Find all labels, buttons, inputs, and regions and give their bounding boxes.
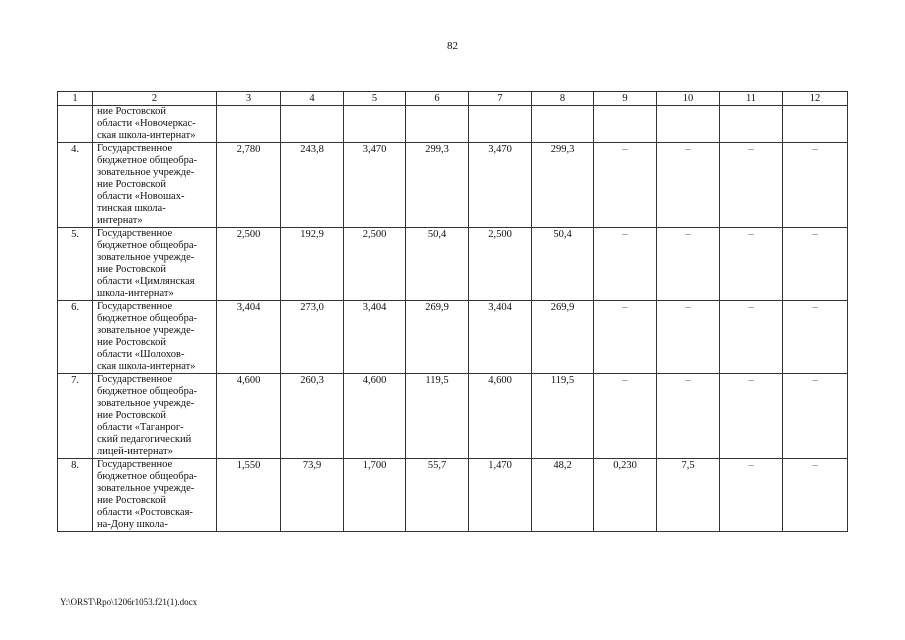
value-cell-col-5: 3,470: [344, 143, 406, 228]
institution-name-line: зовательное учрежде-: [97, 325, 195, 336]
institution-name-line: лицей-интернат»: [97, 446, 173, 457]
table-row: [58, 228, 848, 301]
institution-name: [93, 459, 217, 532]
value-cell-col-7: 2,500: [469, 228, 532, 301]
column-header-6: 6: [406, 92, 469, 106]
institution-name-line: ние Ростовской: [97, 410, 166, 421]
institution-name-line: ние Ростовской: [97, 179, 166, 190]
value-cell-col-12: [783, 106, 848, 143]
column-header-7: 7: [469, 92, 532, 106]
value-cell-col-11: –: [720, 228, 783, 301]
institution-name-line: школа-интернат»: [97, 288, 174, 299]
institution-name-line: бюджетное общеобра-: [97, 155, 197, 166]
value-cell-col-3: 1,550: [217, 459, 281, 532]
value-cell-col-4: 192,9: [281, 228, 344, 301]
institution-name-line: области «Таганрог-: [97, 422, 184, 433]
row-index: [58, 106, 93, 143]
institution-name-line: Государственное: [97, 459, 173, 470]
institution-name-line: области «Цимлянская: [97, 276, 195, 287]
institution-name-line: на-Дону школа-: [97, 519, 168, 530]
value-cell-col-7: 3,470: [469, 143, 532, 228]
institution-name: [93, 106, 217, 143]
value-cell-col-8: [532, 106, 594, 143]
value-cell-col-11: –: [720, 143, 783, 228]
value-cell-col-9: –: [594, 228, 657, 301]
value-cell-col-12: –: [783, 374, 848, 459]
value-cell-col-8: 269,9: [532, 301, 594, 374]
value-cell-col-11: –: [720, 374, 783, 459]
value-cell-col-11: [720, 106, 783, 143]
institution-name-line: ская школа-интернат»: [97, 361, 196, 372]
value-cell-col-8: 48,2: [532, 459, 594, 532]
value-cell-col-9: 0,230: [594, 459, 657, 532]
page-number: 82: [447, 40, 458, 52]
row-index: 6.: [58, 301, 93, 374]
value-cell-col-3: [217, 106, 281, 143]
institution-name-line: Государственное: [97, 301, 173, 312]
footer-file-path: Y:\ORST\Rpo\1206r1053.f21(1).docx: [60, 597, 198, 607]
value-cell-col-7: 4,600: [469, 374, 532, 459]
value-cell-col-4: 260,3: [281, 374, 344, 459]
table-row: [58, 459, 848, 532]
institution-name-line: зовательное учрежде-: [97, 398, 195, 409]
value-cell-col-3: 3,404: [217, 301, 281, 374]
value-cell-col-4: 273,0: [281, 301, 344, 374]
value-cell-col-5: [344, 106, 406, 143]
institution-name-line: ние Ростовской: [97, 337, 166, 348]
value-cell-col-6: 119,5: [406, 374, 469, 459]
value-cell-col-10: –: [657, 143, 720, 228]
value-cell-col-5: 3,404: [344, 301, 406, 374]
institution-name-line: Государственное: [97, 228, 173, 239]
column-header-4: 4: [281, 92, 344, 106]
value-cell-col-9: [594, 106, 657, 143]
value-cell-col-12: –: [783, 143, 848, 228]
value-cell-col-9: –: [594, 301, 657, 374]
column-header-1: 1: [58, 92, 93, 106]
row-index: 5.: [58, 228, 93, 301]
value-cell-col-8: 119,5: [532, 374, 594, 459]
column-header-8: 8: [532, 92, 594, 106]
value-cell-col-4: [281, 106, 344, 143]
institution-name: [93, 228, 217, 301]
institution-name-line: ние Ростовской: [97, 495, 166, 506]
value-cell-col-12: –: [783, 301, 848, 374]
table-row: [58, 374, 848, 459]
value-cell-col-7: [469, 106, 532, 143]
value-cell-col-4: 243,8: [281, 143, 344, 228]
institution-name-line: ская школа-интернат»: [97, 130, 196, 141]
value-cell-col-10: [657, 106, 720, 143]
institution-name-line: области «Новошах-: [97, 191, 185, 202]
value-cell-col-12: –: [783, 459, 848, 532]
table-row-continuation: [58, 106, 848, 143]
value-cell-col-9: –: [594, 374, 657, 459]
table-row: [58, 301, 848, 374]
institution-name: [93, 301, 217, 374]
value-cell-col-5: 1,700: [344, 459, 406, 532]
institution-name-line: области «Ростовская-: [97, 507, 193, 518]
column-header-9: 9: [594, 92, 657, 106]
table-row: [58, 143, 848, 228]
column-header-2: 2: [93, 92, 217, 106]
row-index: 4.: [58, 143, 93, 228]
value-cell-col-6: 299,3: [406, 143, 469, 228]
data-table: [57, 91, 848, 532]
column-header-12: 12: [783, 92, 848, 106]
institution-name-line: области «Шолохов-: [97, 349, 185, 360]
value-cell-col-6: 50,4: [406, 228, 469, 301]
value-cell-col-10: –: [657, 374, 720, 459]
column-header-5: 5: [344, 92, 406, 106]
value-cell-col-8: 50,4: [532, 228, 594, 301]
value-cell-col-12: –: [783, 228, 848, 301]
institution-name: [93, 374, 217, 459]
institution-name-line: ние Ростовской: [97, 106, 166, 117]
column-header-3: 3: [217, 92, 281, 106]
value-cell-col-3: 4,600: [217, 374, 281, 459]
value-cell-col-7: 3,404: [469, 301, 532, 374]
value-cell-col-11: –: [720, 459, 783, 532]
column-header-11: 11: [720, 92, 783, 106]
institution-name-line: бюджетное общеобра-: [97, 471, 197, 482]
value-cell-col-5: 2,500: [344, 228, 406, 301]
table-body: [58, 106, 848, 532]
institution-name-line: зовательное учрежде-: [97, 167, 195, 178]
value-cell-col-7: 1,470: [469, 459, 532, 532]
value-cell-col-11: –: [720, 301, 783, 374]
row-index: 7.: [58, 374, 93, 459]
row-index: 8.: [58, 459, 93, 532]
institution-name-line: области «Новочеркас-: [97, 118, 196, 129]
value-cell-col-4: 73,9: [281, 459, 344, 532]
institution-name-line: Государственное: [97, 374, 173, 385]
institution-name-line: ние Ростовской: [97, 264, 166, 275]
institution-name-line: ский педагогический: [97, 434, 192, 445]
value-cell-col-9: –: [594, 143, 657, 228]
value-cell-col-8: 299,3: [532, 143, 594, 228]
value-cell-col-3: 2,780: [217, 143, 281, 228]
institution-name-line: бюджетное общеобра-: [97, 386, 197, 397]
institution-name-line: интернат»: [97, 215, 143, 226]
value-cell-col-6: [406, 106, 469, 143]
institution-name-line: зовательное учрежде-: [97, 252, 195, 263]
institution-name-line: Государственное: [97, 143, 173, 154]
header-row: [58, 92, 848, 106]
institution-name-line: бюджетное общеобра-: [97, 313, 197, 324]
value-cell-col-10: 7,5: [657, 459, 720, 532]
institution-name-line: зовательное учрежде-: [97, 483, 195, 494]
institution-name-line: тинская школа-: [97, 203, 166, 214]
column-header-10: 10: [657, 92, 720, 106]
value-cell-col-3: 2,500: [217, 228, 281, 301]
value-cell-col-6: 55,7: [406, 459, 469, 532]
value-cell-col-10: –: [657, 228, 720, 301]
value-cell-col-6: 269,9: [406, 301, 469, 374]
value-cell-col-10: –: [657, 301, 720, 374]
value-cell-col-5: 4,600: [344, 374, 406, 459]
institution-name-line: бюджетное общеобра-: [97, 240, 197, 251]
institution-name: [93, 143, 217, 228]
